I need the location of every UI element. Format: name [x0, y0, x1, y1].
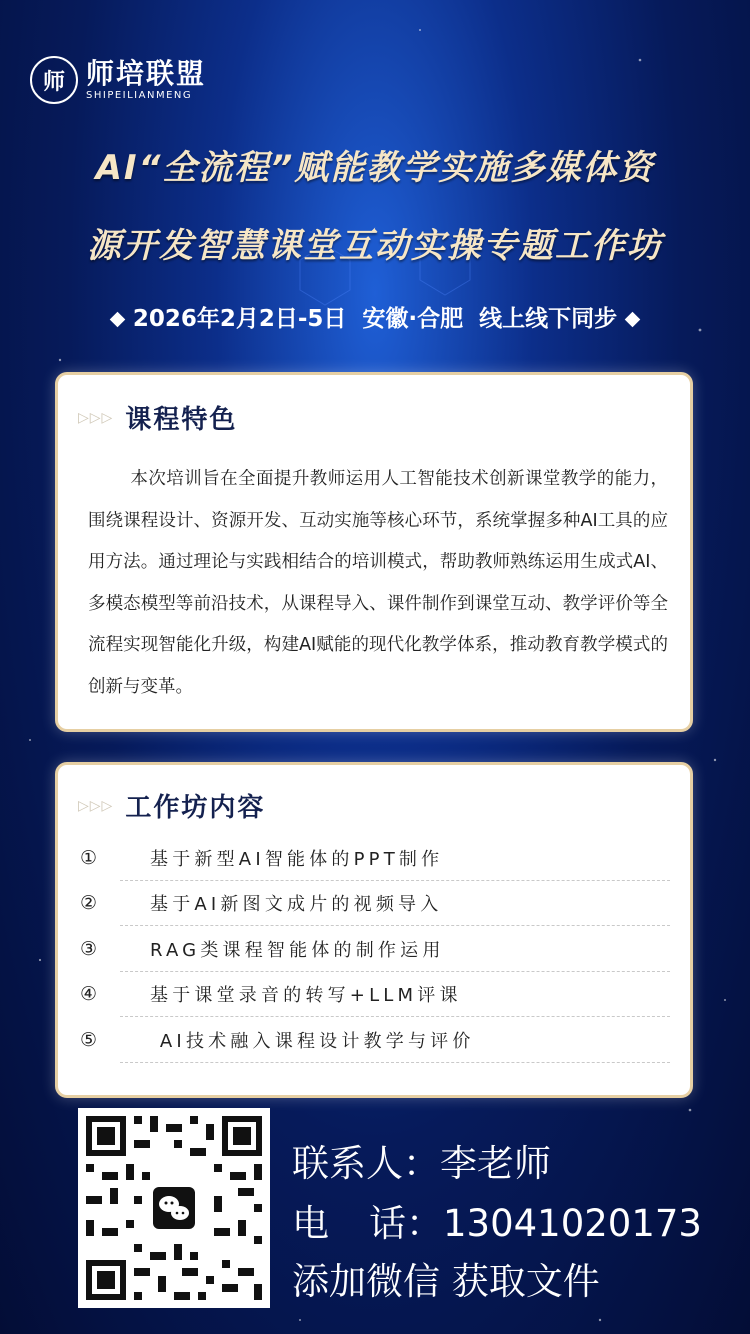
item-text: AI技术融入课程设计教学与评价 [150, 1030, 475, 1052]
course-features-card [55, 372, 693, 732]
arrows-icon: ▷▷▷ [78, 409, 114, 426]
contact-person-label: 联系人： [292, 1142, 440, 1185]
workshop-content-heading: 工作坊内容 [125, 793, 266, 823]
item-number: ① [80, 846, 98, 869]
item-number: ② [80, 892, 98, 915]
course-features-text [88, 459, 668, 708]
list-item [80, 926, 670, 972]
contact-person-name: 李老师 [440, 1142, 551, 1185]
list-item [80, 1017, 670, 1063]
arrows-icon: ▷▷▷ [78, 797, 114, 814]
item-text: 基于AI新图文成片的视频导入 [150, 894, 443, 916]
qr-pattern [78, 1108, 270, 1308]
page-title-line-2: 源开发智慧课堂互动实操专题工作坊 [87, 226, 663, 266]
brand-logo [30, 56, 206, 104]
contact-phone-label-a: 电 [292, 1202, 329, 1245]
divider [120, 1062, 670, 1063]
event-info [0, 300, 750, 333]
contact-phone-number[interactable]: 13041020173 [443, 1202, 702, 1245]
logo-mark-icon: 师 [30, 56, 78, 104]
item-text: RAG类课程智能体的制作运用 [150, 939, 445, 961]
course-features-body: 本次培训旨在全面提升教师运用人工智能技术创新课堂教学的能力，围绕课程设计、资源开发、互动实施等核心环节，系统掌握多种AI工具的应用方法。通过理论与实践相结合的培训模式，帮助教师熟练运用生成式AI、多模态模型等前沿技术，从课程导入、课件制作到课堂互动、教学评价等全流程实现智能化升级，构建AI赋能的现代化教学体系，推动教育教学模式的创新与变革。 [88, 469, 668, 697]
list-item [80, 835, 670, 881]
item-number: ⑤ [80, 1028, 98, 1051]
contact-action: 添加微信 获取文件 [292, 1260, 600, 1303]
item-text: 基于课堂录音的转写+LLM评课 [150, 985, 462, 1007]
page-title-line-1: AI“全流程”赋能教学实施多媒体资 [95, 148, 655, 188]
brand-name-en: SHIPEILIANMENG [86, 90, 193, 101]
item-text: 基于新型AI智能体的PPT制作 [150, 848, 444, 870]
diamond-icon [110, 312, 126, 328]
diamond-icon [625, 312, 641, 328]
course-features-heading: 课程特色 [125, 405, 238, 435]
workshop-list [80, 835, 670, 1063]
contact-phone-label-b: 话： [369, 1202, 443, 1245]
event-info-text: 2026年2月2日-5日 安徽·合肥 线上线下同步 [132, 306, 618, 332]
contact-person [292, 1133, 551, 1187]
list-item [80, 972, 670, 1018]
contact-phone [292, 1193, 702, 1247]
list-item [80, 881, 670, 927]
item-number: ④ [80, 983, 98, 1006]
item-number: ③ [80, 937, 98, 960]
wechat-qr-code[interactable] [78, 1108, 270, 1308]
brand-name: 师培联盟 [86, 57, 207, 90]
workshop-content-card [55, 762, 693, 1098]
